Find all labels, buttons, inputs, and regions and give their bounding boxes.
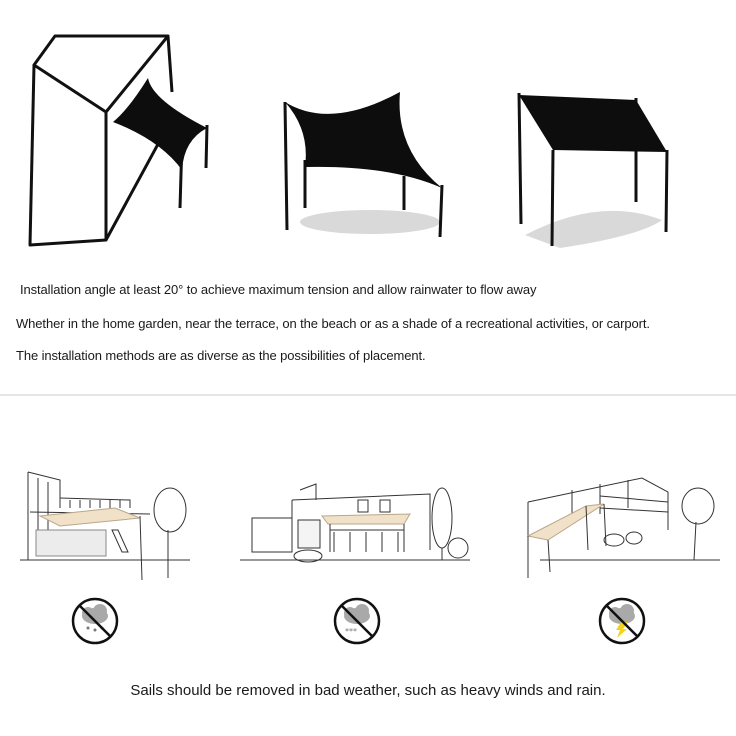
bad-weather-note: Sails should be removed in bad weather, such as heavy winds and rain. xyxy=(130,682,606,699)
caption-installation-angle: Installation angle at least 20° to achieve maximum tension and allow rainwater to flow away xyxy=(20,282,537,297)
svg-text:***: *** xyxy=(345,627,357,636)
modern-house-scene xyxy=(528,478,720,578)
section-divider xyxy=(0,394,736,396)
usage-scenes xyxy=(0,460,736,590)
no-snow-icon xyxy=(335,599,379,643)
no-hail-icon xyxy=(73,599,117,643)
black-sail-3 xyxy=(519,95,667,152)
villa-patio-scene xyxy=(240,484,470,562)
no-thunderstorm-icon xyxy=(600,599,644,643)
installation-illustrations xyxy=(0,0,736,270)
black-sail-1 xyxy=(113,78,207,170)
ground-shadow-2 xyxy=(300,210,440,234)
bad-weather-icons xyxy=(0,596,736,646)
caption-installation-methods: The installation methods are as diverse as the possibilities of placement. xyxy=(16,348,426,363)
caption-placement-locations: Whether in the home garden, near the terrace, on the beach or as a shade of a recreational activities, or carport. xyxy=(16,316,650,331)
house-terrace-scene xyxy=(20,472,190,580)
black-sail-2 xyxy=(285,92,442,188)
ground-shadow-3 xyxy=(525,211,662,248)
